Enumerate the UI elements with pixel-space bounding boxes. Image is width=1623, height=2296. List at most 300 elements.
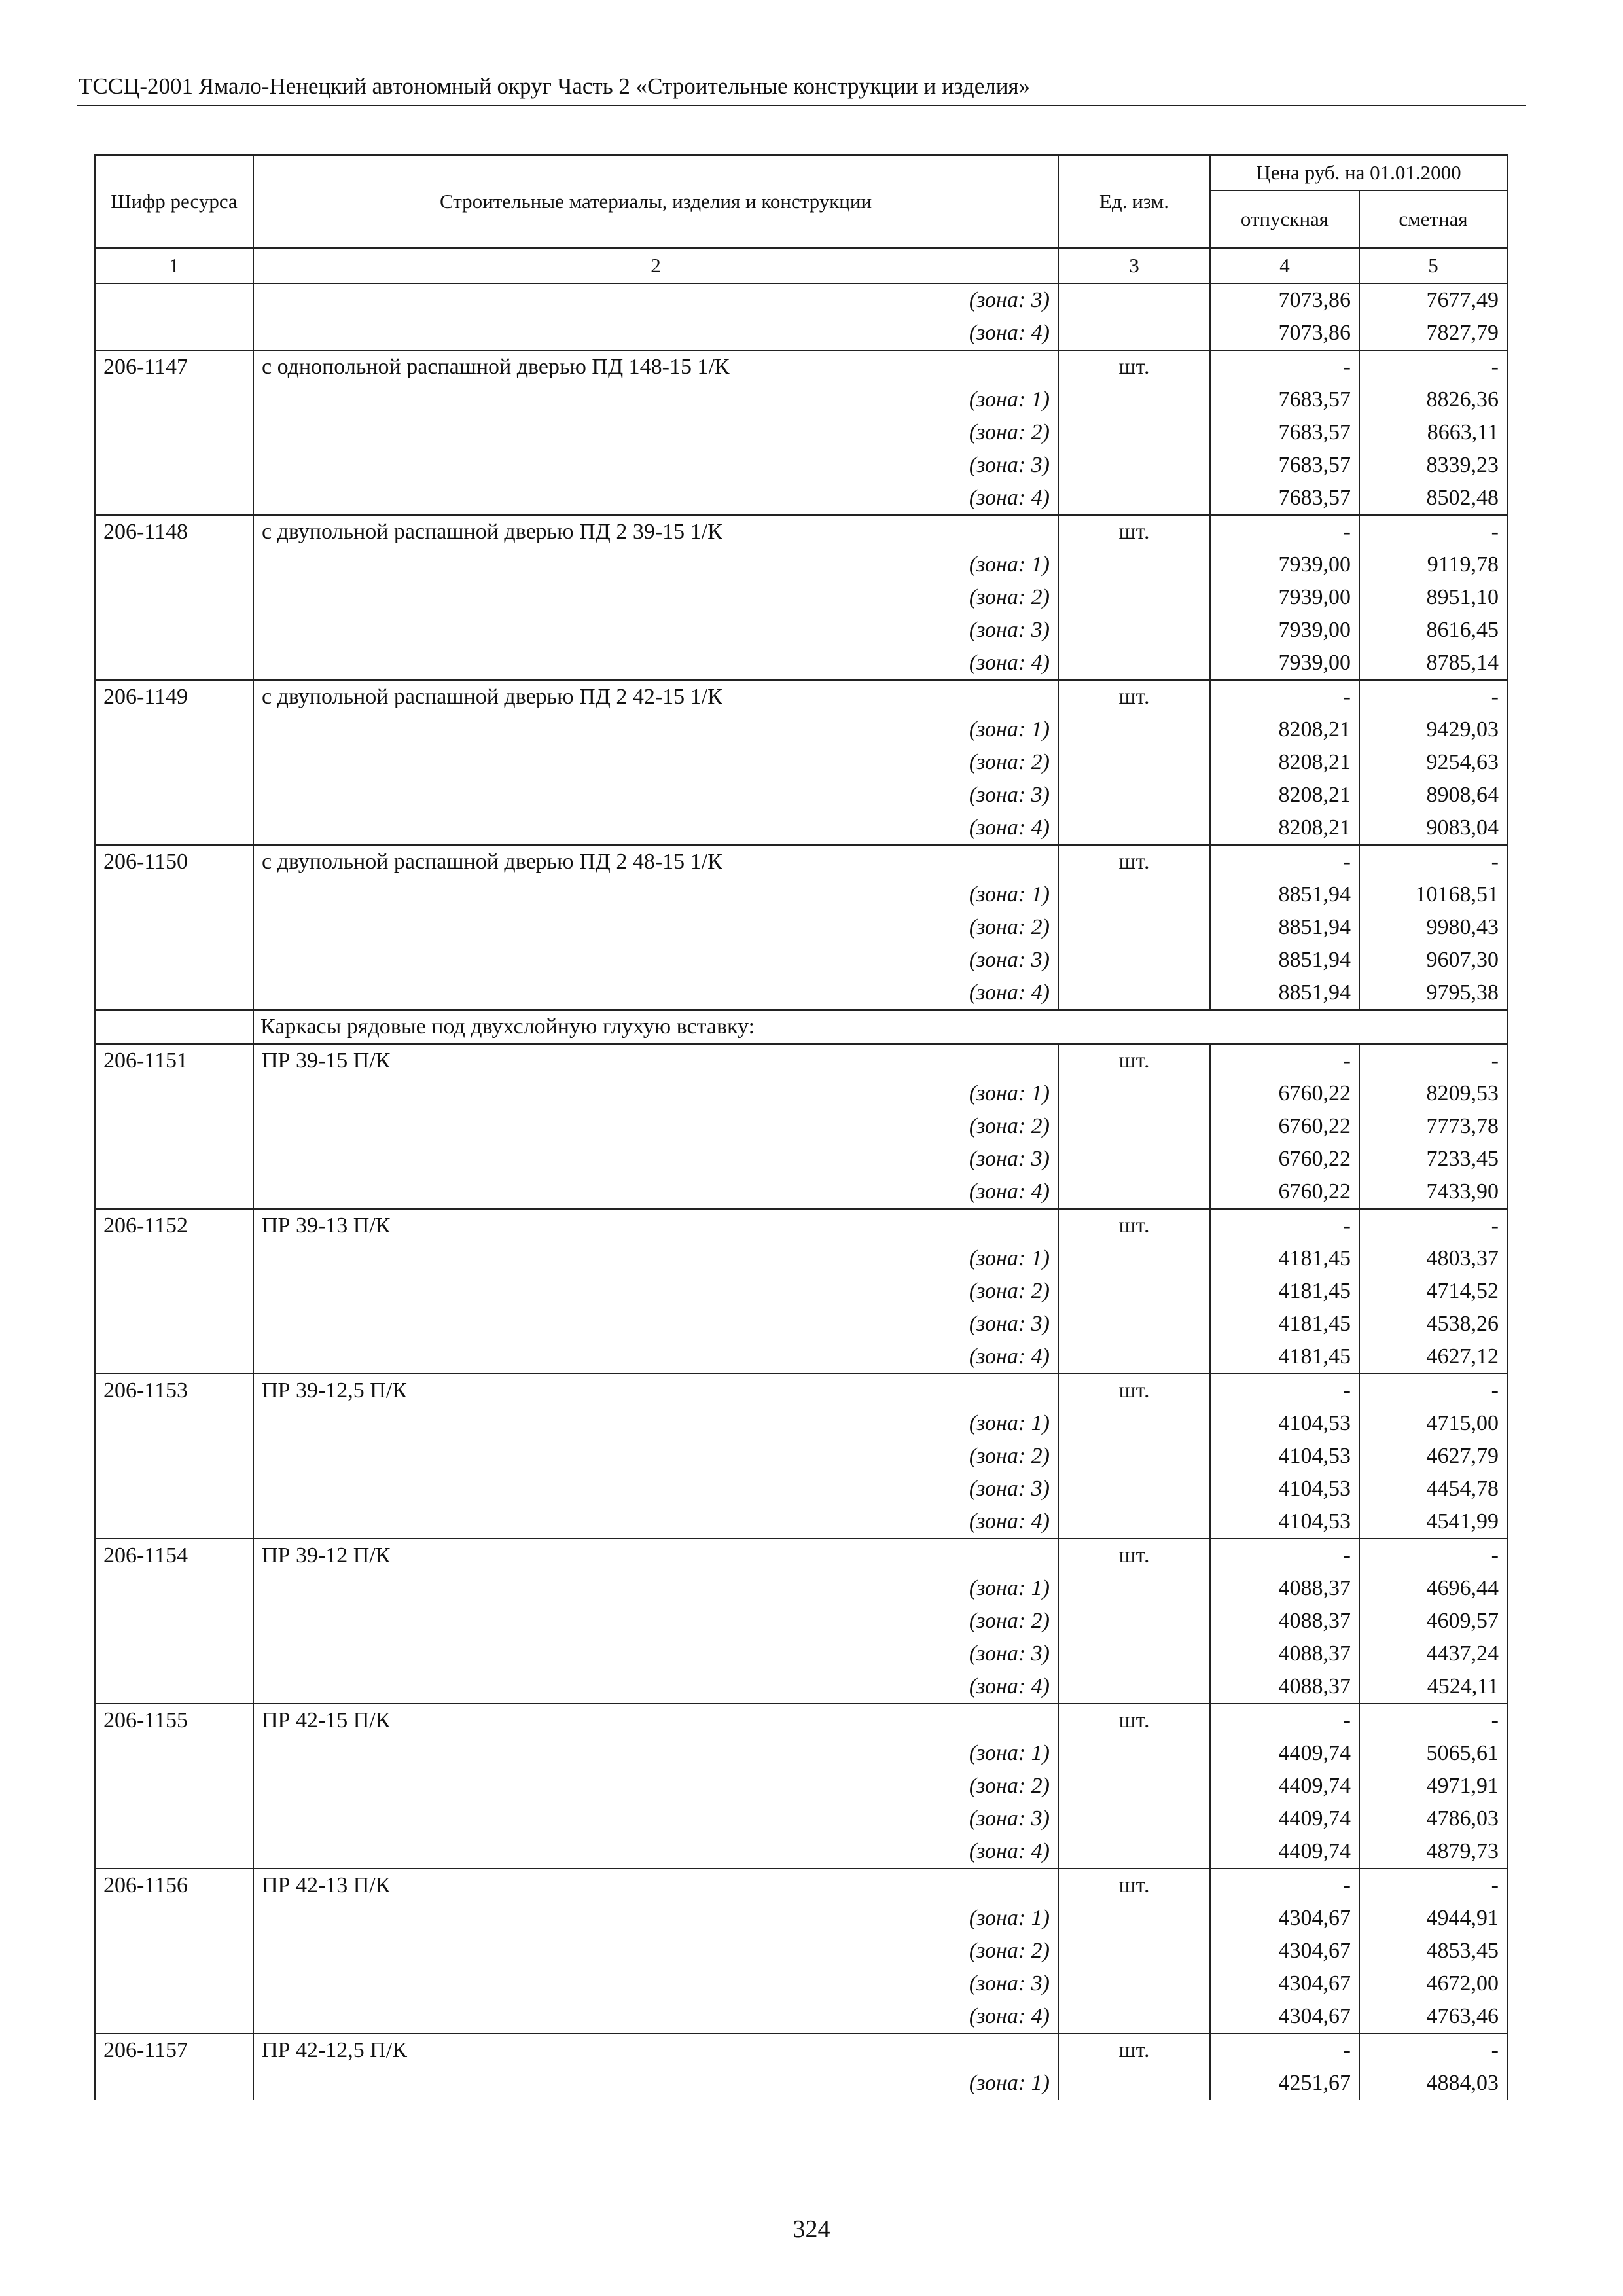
page-number: 324 <box>793 2215 830 2243</box>
estimate-price: 4786,03 <box>1359 1803 1507 1835</box>
resource-name: с двупольной распашной дверью ПД 2 42-15 1/К <box>253 680 1058 713</box>
unit-empty <box>1058 1935 1210 1967</box>
resource-code-empty <box>95 911 253 944</box>
zone-label: (зона: 2) <box>253 1110 1058 1143</box>
table-row <box>95 548 1507 581</box>
unit-cell: шт. <box>1058 1869 1210 1902</box>
table-row <box>95 449 1507 482</box>
zone-label: (зона: 1) <box>253 1737 1058 1770</box>
unit-empty <box>1058 317 1210 350</box>
resource-code: 206-1156 <box>95 1869 253 1902</box>
release-price: - <box>1210 2034 1359 2067</box>
resource-code: 206-1147 <box>95 350 253 384</box>
estimate-price: 4715,00 <box>1359 1407 1507 1440</box>
estimate-price: 4763,46 <box>1359 2000 1507 2034</box>
zone-label: (зона: 4) <box>253 482 1058 515</box>
zone-label: (зона: 2) <box>253 1275 1058 1308</box>
release-price: 7073,86 <box>1210 283 1359 317</box>
column-header-release-price: отпускная <box>1210 190 1359 248</box>
unit-empty <box>1058 647 1210 680</box>
estimate-price: 10168,51 <box>1359 878 1507 911</box>
table-row <box>95 515 1507 548</box>
estimate-price: 8951,10 <box>1359 581 1507 614</box>
estimate-price: - <box>1359 1869 1507 1902</box>
release-price: 7939,00 <box>1210 581 1359 614</box>
release-price: 7683,57 <box>1210 416 1359 449</box>
release-price: 6760,22 <box>1210 1110 1359 1143</box>
unit-cell: шт. <box>1058 1704 1210 1737</box>
resource-code-empty <box>95 1572 253 1605</box>
table-row <box>95 1572 1507 1605</box>
estimate-price: 4538,26 <box>1359 1308 1507 1340</box>
release-price: 6760,22 <box>1210 1077 1359 1110</box>
release-price: 4088,37 <box>1210 1572 1359 1605</box>
zone-label: (зона: 2) <box>253 1605 1058 1638</box>
estimate-price: 8339,23 <box>1359 449 1507 482</box>
unit-empty <box>1058 614 1210 647</box>
table-row <box>95 1175 1507 1209</box>
unit-empty <box>1058 482 1210 515</box>
zone-label: (зона: 1) <box>253 713 1058 746</box>
unit-empty <box>1058 581 1210 614</box>
resource-code-empty <box>95 1638 253 1670</box>
table-row <box>95 317 1507 350</box>
resource-name: ПР 39-12 П/К <box>253 1539 1058 1572</box>
release-price: - <box>1210 1209 1359 1242</box>
resource-code: 206-1155 <box>95 1704 253 1737</box>
release-price: 4304,67 <box>1210 1935 1359 1967</box>
unit-empty <box>1058 2067 1210 2100</box>
zone-label: (зона: 1) <box>253 1902 1058 1935</box>
unit-empty <box>1058 1407 1210 1440</box>
resource-code: 206-1150 <box>95 845 253 878</box>
table-row <box>95 1473 1507 1505</box>
table-row <box>95 1407 1507 1440</box>
estimate-price: 4944,91 <box>1359 1902 1507 1935</box>
table-row <box>95 779 1507 812</box>
unit-empty <box>1058 283 1210 317</box>
unit-empty <box>1058 548 1210 581</box>
resource-code-empty <box>95 1605 253 1638</box>
column-header-unit: Ед. изм. <box>1058 155 1210 248</box>
unit-empty <box>1058 1275 1210 1308</box>
column-header-name: Строительные материалы, изделия и конструкции <box>253 155 1058 248</box>
estimate-price: 8502,48 <box>1359 482 1507 515</box>
resource-code-empty <box>95 1935 253 1967</box>
zone-label: (зона: 1) <box>253 2067 1058 2100</box>
resource-code-empty <box>95 1473 253 1505</box>
release-price: 8208,21 <box>1210 812 1359 845</box>
table-row <box>95 1209 1507 1242</box>
unit-empty <box>1058 944 1210 977</box>
resource-code-empty <box>95 1110 253 1143</box>
release-price: 6760,22 <box>1210 1143 1359 1175</box>
estimate-price: 5065,61 <box>1359 1737 1507 1770</box>
release-price: - <box>1210 515 1359 548</box>
release-price: 4304,67 <box>1210 1902 1359 1935</box>
unit-empty <box>1058 1175 1210 1209</box>
resource-code-empty <box>95 1670 253 1704</box>
resource-code-empty <box>95 1803 253 1835</box>
zone-label: (зона: 1) <box>253 878 1058 911</box>
resource-code-empty <box>95 878 253 911</box>
release-price: 6760,22 <box>1210 1175 1359 1209</box>
table-row <box>95 1869 1507 1902</box>
zone-label: (зона: 4) <box>253 647 1058 680</box>
table-row <box>95 581 1507 614</box>
table-row <box>95 1670 1507 1704</box>
release-price: - <box>1210 1374 1359 1407</box>
resource-code-empty <box>95 1770 253 1803</box>
resource-code-empty <box>95 1077 253 1110</box>
estimate-price: 7233,45 <box>1359 1143 1507 1175</box>
resource-code-empty <box>95 1275 253 1308</box>
table-row <box>95 482 1507 515</box>
release-price: 8208,21 <box>1210 713 1359 746</box>
release-price: 7939,00 <box>1210 614 1359 647</box>
unit-empty <box>1058 1505 1210 1539</box>
table-head <box>95 155 1507 283</box>
unit-cell: шт. <box>1058 1539 1210 1572</box>
resource-code: 206-1148 <box>95 515 253 548</box>
table-row <box>95 845 1507 878</box>
resource-code-empty <box>95 1737 253 1770</box>
resource-code: 206-1153 <box>95 1374 253 1407</box>
table-row <box>95 1770 1507 1803</box>
unit-empty <box>1058 713 1210 746</box>
unit-cell: шт. <box>1058 1044 1210 1077</box>
resource-code-empty <box>95 647 253 680</box>
release-price: 8208,21 <box>1210 746 1359 779</box>
estimate-price: - <box>1359 845 1507 878</box>
estimate-price: 8663,11 <box>1359 416 1507 449</box>
unit-empty <box>1058 384 1210 416</box>
estimate-price: 7677,49 <box>1359 283 1507 317</box>
unit-empty <box>1058 1110 1210 1143</box>
release-price: 7073,86 <box>1210 317 1359 350</box>
estimate-price: 8209,53 <box>1359 1077 1507 1110</box>
estimate-price: - <box>1359 680 1507 713</box>
table-row <box>95 911 1507 944</box>
estimate-price: 8785,14 <box>1359 647 1507 680</box>
unit-empty <box>1058 1902 1210 1935</box>
zone-label: (зона: 3) <box>253 1803 1058 1835</box>
door-frame-groups <box>95 350 1507 1010</box>
column-number: 1 <box>95 248 253 283</box>
unit-empty <box>1058 1308 1210 1340</box>
table-row <box>95 977 1507 1010</box>
release-price: - <box>1210 845 1359 878</box>
resource-code-empty <box>95 1340 253 1374</box>
release-price: 4104,53 <box>1210 1407 1359 1440</box>
estimate-price: 8908,64 <box>1359 779 1507 812</box>
table-row <box>95 2034 1507 2067</box>
unit-cell: шт. <box>1058 680 1210 713</box>
estimate-price: 8826,36 <box>1359 384 1507 416</box>
resource-code-empty <box>95 713 253 746</box>
resource-code-empty <box>95 812 253 845</box>
estimate-price: 4627,79 <box>1359 1440 1507 1473</box>
unit-empty <box>1058 1242 1210 1275</box>
estimate-price: - <box>1359 1374 1507 1407</box>
column-header-code: Шифр ресурса <box>95 155 253 248</box>
release-price: 4181,45 <box>1210 1340 1359 1374</box>
estimate-price: 9254,63 <box>1359 746 1507 779</box>
unit-empty <box>1058 746 1210 779</box>
table-row <box>95 1638 1507 1670</box>
table-row <box>95 2067 1507 2100</box>
resource-code-empty <box>95 384 253 416</box>
column-number: 2 <box>253 248 1058 283</box>
estimate-price: - <box>1359 1044 1507 1077</box>
column-number-row <box>95 248 1507 283</box>
resource-code-empty <box>95 1902 253 1935</box>
section-row <box>95 1010 1507 1044</box>
release-price: 7683,57 <box>1210 449 1359 482</box>
release-price: 8851,94 <box>1210 977 1359 1010</box>
release-price: - <box>1210 1869 1359 1902</box>
estimate-price: 4524,11 <box>1359 1670 1507 1704</box>
zone-label: (зона: 3) <box>253 614 1058 647</box>
table-row <box>95 1935 1507 1967</box>
resource-name: ПР 42-12,5 П/К <box>253 2034 1058 2067</box>
release-price: - <box>1210 1704 1359 1737</box>
estimate-price: 4803,37 <box>1359 1242 1507 1275</box>
resource-name: ПР 39-13 П/К <box>253 1209 1058 1242</box>
resource-name: с двупольной распашной дверью ПД 2 39-15 1/К <box>253 515 1058 548</box>
unit-empty <box>1058 977 1210 1010</box>
release-price: 8208,21 <box>1210 779 1359 812</box>
zone-label: (зона: 3) <box>253 1473 1058 1505</box>
zone-label: (зона: 3) <box>253 1308 1058 1340</box>
zone-label: (зона: 2) <box>253 746 1058 779</box>
release-price: - <box>1210 1539 1359 1572</box>
release-price: 8851,94 <box>1210 944 1359 977</box>
table-row <box>95 1737 1507 1770</box>
table-row <box>95 1308 1507 1340</box>
table-row <box>95 647 1507 680</box>
resource-code-empty <box>95 2000 253 2034</box>
unit-empty <box>1058 1440 1210 1473</box>
unit-empty <box>1058 779 1210 812</box>
table-row <box>95 1902 1507 1935</box>
table-row <box>95 878 1507 911</box>
table-row <box>95 283 1507 317</box>
zone-label: (зона: 4) <box>253 1670 1058 1704</box>
row-frame-groups <box>95 1044 1507 2100</box>
zone-label: (зона: 4) <box>253 317 1058 350</box>
table-row <box>95 1044 1507 1077</box>
unit-empty <box>1058 1572 1210 1605</box>
estimate-price: - <box>1359 350 1507 384</box>
table-row <box>95 1704 1507 1737</box>
table-row <box>95 2000 1507 2034</box>
table-row <box>95 614 1507 647</box>
zone-label: (зона: 3) <box>253 449 1058 482</box>
estimate-price: 4879,73 <box>1359 1835 1507 1869</box>
release-price: 4409,74 <box>1210 1737 1359 1770</box>
resource-code-empty <box>95 1967 253 2000</box>
estimate-price: - <box>1359 1539 1507 1572</box>
release-price: 4104,53 <box>1210 1505 1359 1539</box>
column-number: 4 <box>1210 248 1359 283</box>
resource-code: 206-1151 <box>95 1044 253 1077</box>
estimate-price: - <box>1359 1209 1507 1242</box>
release-price: 4409,74 <box>1210 1803 1359 1835</box>
resource-code-empty <box>95 1407 253 1440</box>
table-row <box>95 1835 1507 1869</box>
table-row <box>95 746 1507 779</box>
release-price: - <box>1210 350 1359 384</box>
resource-code-empty <box>95 977 253 1010</box>
unit-empty <box>1058 1473 1210 1505</box>
resource-code-empty <box>95 581 253 614</box>
unit-empty <box>1058 1143 1210 1175</box>
unit-empty <box>1058 878 1210 911</box>
release-price: 7939,00 <box>1210 548 1359 581</box>
column-header-estimate-price: сметная <box>1359 190 1507 248</box>
zone-label: (зона: 4) <box>253 812 1058 845</box>
resource-code-empty <box>95 779 253 812</box>
estimate-price: - <box>1359 2034 1507 2067</box>
table-row <box>95 1143 1507 1175</box>
estimate-price: 4454,78 <box>1359 1473 1507 1505</box>
estimate-price: 9607,30 <box>1359 944 1507 977</box>
resource-code-empty <box>95 548 253 581</box>
zone-label: (зона: 1) <box>253 548 1058 581</box>
table-row <box>95 1077 1507 1110</box>
release-price: 8851,94 <box>1210 911 1359 944</box>
zone-label: (зона: 2) <box>253 911 1058 944</box>
resource-code: 206-1152 <box>95 1209 253 1242</box>
unit-empty <box>1058 911 1210 944</box>
unit-empty <box>1058 1638 1210 1670</box>
unit-empty <box>1058 1077 1210 1110</box>
unit-empty <box>1058 812 1210 845</box>
header-rule <box>77 105 1526 106</box>
release-price: 8851,94 <box>1210 878 1359 911</box>
table-row <box>95 1275 1507 1308</box>
resource-code-empty <box>95 416 253 449</box>
estimate-price: 4437,24 <box>1359 1638 1507 1670</box>
table-row <box>95 1340 1507 1374</box>
zone-label: (зона: 3) <box>253 944 1058 977</box>
resource-price-table <box>94 154 1508 2100</box>
release-price: 4251,67 <box>1210 2067 1359 2100</box>
zone-label: (зона: 2) <box>253 1770 1058 1803</box>
unit-empty <box>1058 1670 1210 1704</box>
resource-code: 206-1149 <box>95 680 253 713</box>
zone-label: (зона: 1) <box>253 1077 1058 1110</box>
resource-name: ПР 39-15 П/К <box>253 1044 1058 1077</box>
resource-code-empty <box>95 2067 253 2100</box>
table-row <box>95 1110 1507 1143</box>
release-price: 4181,45 <box>1210 1308 1359 1340</box>
zone-label: (зона: 2) <box>253 416 1058 449</box>
resource-name: ПР 42-15 П/К <box>253 1704 1058 1737</box>
release-price: 4088,37 <box>1210 1670 1359 1704</box>
zone-label: (зона: 4) <box>253 977 1058 1010</box>
resource-code-empty <box>95 1242 253 1275</box>
unit-empty <box>1058 1737 1210 1770</box>
estimate-price: 4627,12 <box>1359 1340 1507 1374</box>
table-row <box>95 944 1507 977</box>
table-row <box>95 1440 1507 1473</box>
release-price: - <box>1210 680 1359 713</box>
unit-cell: шт. <box>1058 845 1210 878</box>
table-row <box>95 1803 1507 1835</box>
resource-code-empty <box>95 614 253 647</box>
zone-label: (зона: 4) <box>253 1835 1058 1869</box>
release-price: 4181,45 <box>1210 1242 1359 1275</box>
table-row <box>95 1539 1507 1572</box>
zone-label: (зона: 3) <box>253 1143 1058 1175</box>
estimate-price: 7773,78 <box>1359 1110 1507 1143</box>
unit-cell: шт. <box>1058 1374 1210 1407</box>
unit-cell: шт. <box>1058 2034 1210 2067</box>
unit-empty <box>1058 1967 1210 2000</box>
estimate-price: 7827,79 <box>1359 317 1507 350</box>
resource-code-empty <box>95 1308 253 1340</box>
resource-code-empty <box>95 1143 253 1175</box>
zone-label: (зона: 4) <box>253 1175 1058 1209</box>
resource-code-empty <box>95 944 253 977</box>
estimate-price: 4884,03 <box>1359 2067 1507 2100</box>
table-row <box>95 416 1507 449</box>
table-row <box>95 1242 1507 1275</box>
section-code-cell <box>95 1010 253 1044</box>
release-price: 7683,57 <box>1210 482 1359 515</box>
release-price: 4409,74 <box>1210 1835 1359 1869</box>
resource-code-empty <box>95 449 253 482</box>
estimate-price: 9795,38 <box>1359 977 1507 1010</box>
estimate-price: 4714,52 <box>1359 1275 1507 1308</box>
unit-cell: шт. <box>1058 515 1210 548</box>
unit-cell: шт. <box>1058 1209 1210 1242</box>
column-number: 5 <box>1359 248 1507 283</box>
unit-empty <box>1058 2000 1210 2034</box>
table-row <box>95 1605 1507 1638</box>
estimate-price: 4672,00 <box>1359 1967 1507 2000</box>
resource-code: 206-1157 <box>95 2034 253 2067</box>
table-row <box>95 812 1507 845</box>
table-row <box>95 1967 1507 2000</box>
table-row <box>95 680 1507 713</box>
column-header-price-group: Цена руб. на 01.01.2000 <box>1210 155 1507 190</box>
unit-empty <box>1058 1770 1210 1803</box>
continuation-group <box>95 283 1507 350</box>
column-number: 3 <box>1058 248 1210 283</box>
unit-empty <box>1058 1835 1210 1869</box>
release-price: 4088,37 <box>1210 1605 1359 1638</box>
zone-label: (зона: 1) <box>253 1242 1058 1275</box>
estimate-price: 7433,90 <box>1359 1175 1507 1209</box>
table-row <box>95 713 1507 746</box>
table-row <box>95 384 1507 416</box>
resource-code-empty <box>95 482 253 515</box>
resource-code-empty <box>95 746 253 779</box>
resource-name: ПР 39-12,5 П/К <box>253 1374 1058 1407</box>
table-row <box>95 1505 1507 1539</box>
estimate-price: 9083,04 <box>1359 812 1507 845</box>
zone-label: (зона: 4) <box>253 1340 1058 1374</box>
estimate-price: 4541,99 <box>1359 1505 1507 1539</box>
unit-empty <box>1058 1803 1210 1835</box>
resource-code-empty <box>95 1835 253 1869</box>
release-price: 4104,53 <box>1210 1440 1359 1473</box>
zone-label: (зона: 3) <box>253 283 1058 317</box>
unit-empty <box>1058 416 1210 449</box>
